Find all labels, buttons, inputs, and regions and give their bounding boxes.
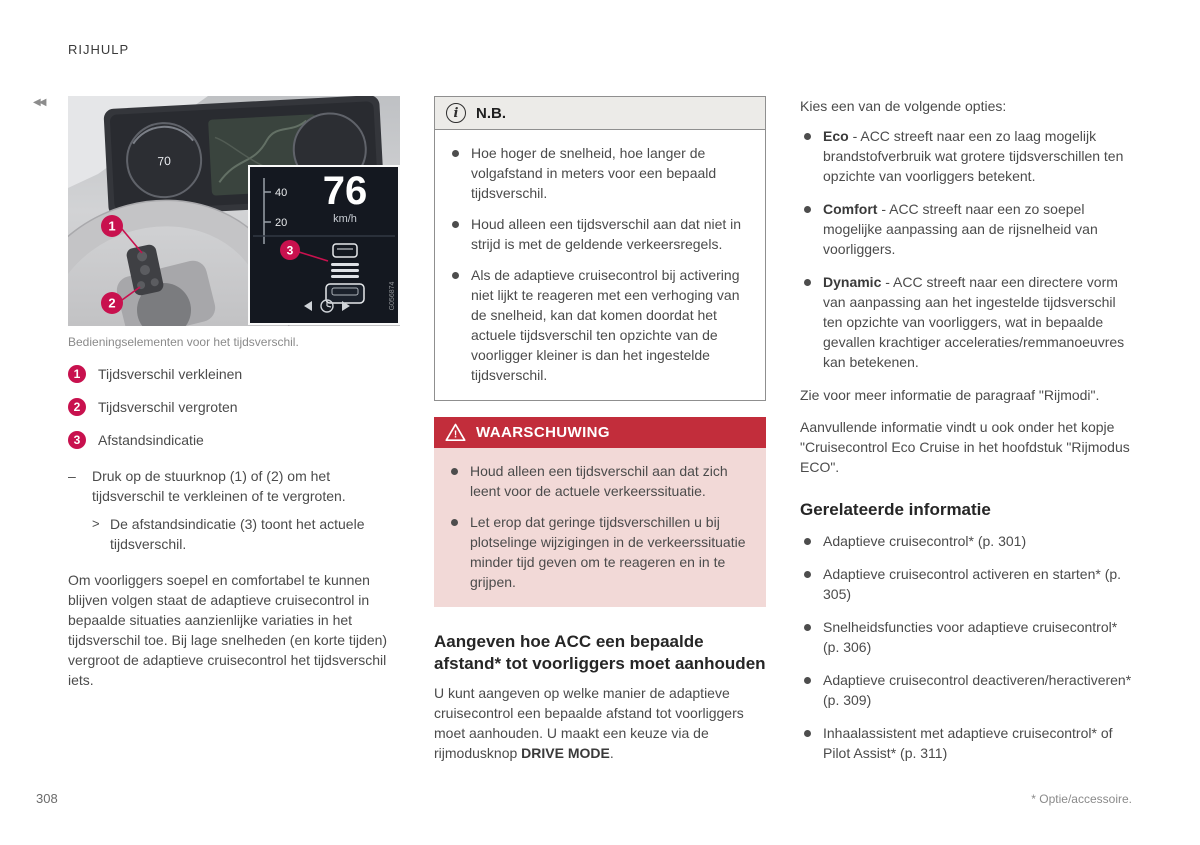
column1-paragraph: Om voorliggers soepel en comfortabel te kunnen blijven volgen staat de adaptieve cruisecontrol in bepaalde situaties aanzienlijke variaties in het tijdsverschil toe. Bij lage snelheden (en korte tijden) vergroot de adaptieve cruisecontrol het tijdsverschil iets. [68, 572, 388, 688]
legend-item-2 [68, 397, 400, 417]
scale-20-label: 20 [275, 217, 288, 229]
column-right [800, 96, 1132, 776]
column-middle [434, 96, 766, 763]
figure-legend [68, 364, 400, 554]
legend-item-3 [68, 430, 400, 450]
legend-badge-2: 2 [68, 398, 86, 416]
cluster-speed-text: 70 [157, 153, 172, 169]
scale-40-label: 40 [275, 187, 288, 199]
section-body-text: U kunt aangeven op welke manier de adaptieve cruisecontrol een bepaalde afstand tot voorliggers moet aanhouden. U maakt een keuze via de rijmodusknop [434, 685, 744, 761]
warning-item-text: Let erop dat geringe tijdsverschillen u bij plotselinge wijzigingen in de verkeerssituatie minder tijd geven om te reageren en in te grijpen. [470, 514, 746, 590]
result-arrow-marker: > [92, 516, 100, 531]
back-arrows-icon: ◀◀ [33, 97, 45, 108]
info-icon: i [446, 103, 466, 123]
warning-item [447, 461, 753, 501]
related-link-text[interactable]: Adaptieve cruisecontrol activeren en starten* (p. 305) [823, 566, 1122, 602]
callout-3-number: 3 [286, 243, 294, 258]
option-dynamic-term: Dynamic [823, 274, 882, 290]
page-number: 308 [36, 791, 58, 806]
callout-1-number: 1 [108, 218, 116, 234]
related-link[interactable] [800, 564, 1132, 604]
chapter-header: RIJHULP [68, 42, 130, 57]
figure-illustration [68, 96, 400, 326]
figure-caption: Bedieningselementen voor het tijdsverschil. [68, 335, 299, 349]
option-comfort-term: Comfort [823, 201, 878, 217]
see-also-paragraph: Zie voor meer informatie de paragraaf "Rijmodi". [800, 387, 1100, 403]
note-box [434, 96, 766, 401]
dash-marker: – [68, 468, 76, 484]
legend-badge-3: 3 [68, 431, 86, 449]
warning-box-title: WAARSCHUWING [476, 424, 610, 441]
section-heading: Aangeven hoe ACC een bepaalde afstand* tot voorliggers moet aanhouden [434, 632, 766, 673]
note-item [448, 265, 752, 385]
option-eco-term: Eco [823, 128, 849, 144]
related-link-text[interactable]: Snelheidsfuncties voor adaptieve cruisecontrol* (p. 306) [823, 619, 1118, 655]
legend-text-3: Afstandsindicatie [98, 432, 204, 448]
related-link[interactable] [800, 531, 1132, 551]
instruction-text: Druk op de stuurknop (1) of (2) om het tijdsverschil te verkleinen of te vergroten. [92, 468, 346, 504]
related-link[interactable] [800, 723, 1132, 763]
related-info-heading: Gerelateerde informatie [800, 500, 991, 519]
section-body-end: . [609, 745, 614, 761]
instruction-item [68, 466, 400, 506]
legend-item-1 [68, 364, 400, 384]
legend-text-1: Tijdsverschil verkleinen [98, 366, 243, 382]
related-link-text[interactable]: Adaptieve cruisecontrol deactiveren/heractiveren* (p. 309) [823, 672, 1132, 708]
related-link-text[interactable]: Inhaalassistent met adaptieve cruisecontrol* of Pilot Assist* (p. 311) [823, 725, 1113, 761]
option-dynamic-text: - ACC streeft naar een directere vorm van aanpassing aan het ingestelde tijdsverschil ten opzichte van voorliggers, wat in bepaalde gevallen krachtiger acceleraties/remmanoeuvres kan betekenen. [823, 274, 1125, 370]
option-eco-text: - ACC streeft naar een zo laag mogelijk brandstofverbruik wat grotere tijdsverschillen ten opzichte van voorliggers betekent. [823, 128, 1124, 184]
display-inset [249, 166, 399, 324]
instruction-subtext: De afstandsindicatie (3) toont het actuele tijdsverschil. [110, 516, 365, 552]
column-left [68, 96, 400, 690]
related-link[interactable] [800, 670, 1132, 710]
callout-2-number: 2 [108, 295, 116, 311]
related-link-text[interactable]: Adaptieve cruisecontrol* (p. 301) [823, 533, 1027, 549]
warning-item [447, 512, 753, 592]
note-box-body [435, 130, 765, 400]
legend-badge-1: 1 [68, 365, 86, 383]
warning-box-header [434, 417, 766, 448]
related-links [800, 531, 1132, 763]
figure-steering-wheel [68, 96, 400, 326]
warning-item-text: Houd alleen een tijdsverschil aan dat zich leent voor de actuele verkeerssituatie. [470, 463, 728, 499]
option-eco [800, 126, 1132, 186]
note-item-text: Hoe hoger de snelheid, hoe langer de volgafstand in meters voor een bepaald tijdsverschil. [471, 145, 717, 201]
drive-mode-options [800, 126, 1132, 372]
options-intro: Kies een van de volgende opties: [800, 98, 1007, 114]
drive-mode-label: DRIVE MODE [521, 745, 610, 761]
note-item [448, 214, 752, 254]
option-footnote: * Optie/accessoire. [1031, 792, 1132, 806]
warning-box-body [434, 448, 766, 607]
note-item [448, 143, 752, 203]
section-acc-distance [434, 631, 766, 763]
inset-speed-unit: km/h [333, 213, 357, 225]
warning-icon [445, 423, 466, 442]
warning-box [434, 417, 766, 607]
note-item-text: Houd alleen een tijdsverschil aan dat niet in strijd is met de geldende verkeersregels. [471, 216, 742, 252]
svg-text:!: ! [453, 429, 458, 441]
note-item-text: Als de adaptieve cruisecontrol bij activering niet lijkt te reageren met een verhoging van de snelheid, kan dat komen doordat het actuele tijdsverschil ten opzichte van de voorligger kleiner is dan het ingestelde tijdsverschil. [471, 267, 740, 383]
figure-code: G056874 [389, 281, 396, 311]
note-box-title: N.B. [476, 104, 506, 122]
additional-info-paragraph: Aanvullende informatie vindt u ook onder het kopje "Cruisecontrol Eco Cruise in het hoofdstuk "Rijmodus ECO". [800, 419, 1130, 475]
legend-text-2: Tijdsverschil vergroten [98, 399, 238, 415]
section-body [434, 683, 766, 763]
option-dynamic [800, 272, 1132, 372]
instruction-subitem [68, 514, 400, 554]
option-comfort-text: - ACC streeft naar een zo soepel mogelijke aanpassing aan de rijsnelheid van voorliggers. [823, 201, 1098, 257]
inset-speed-value: 76 [322, 169, 368, 213]
related-link[interactable] [800, 617, 1132, 657]
note-box-header [435, 97, 765, 130]
option-comfort [800, 199, 1132, 259]
